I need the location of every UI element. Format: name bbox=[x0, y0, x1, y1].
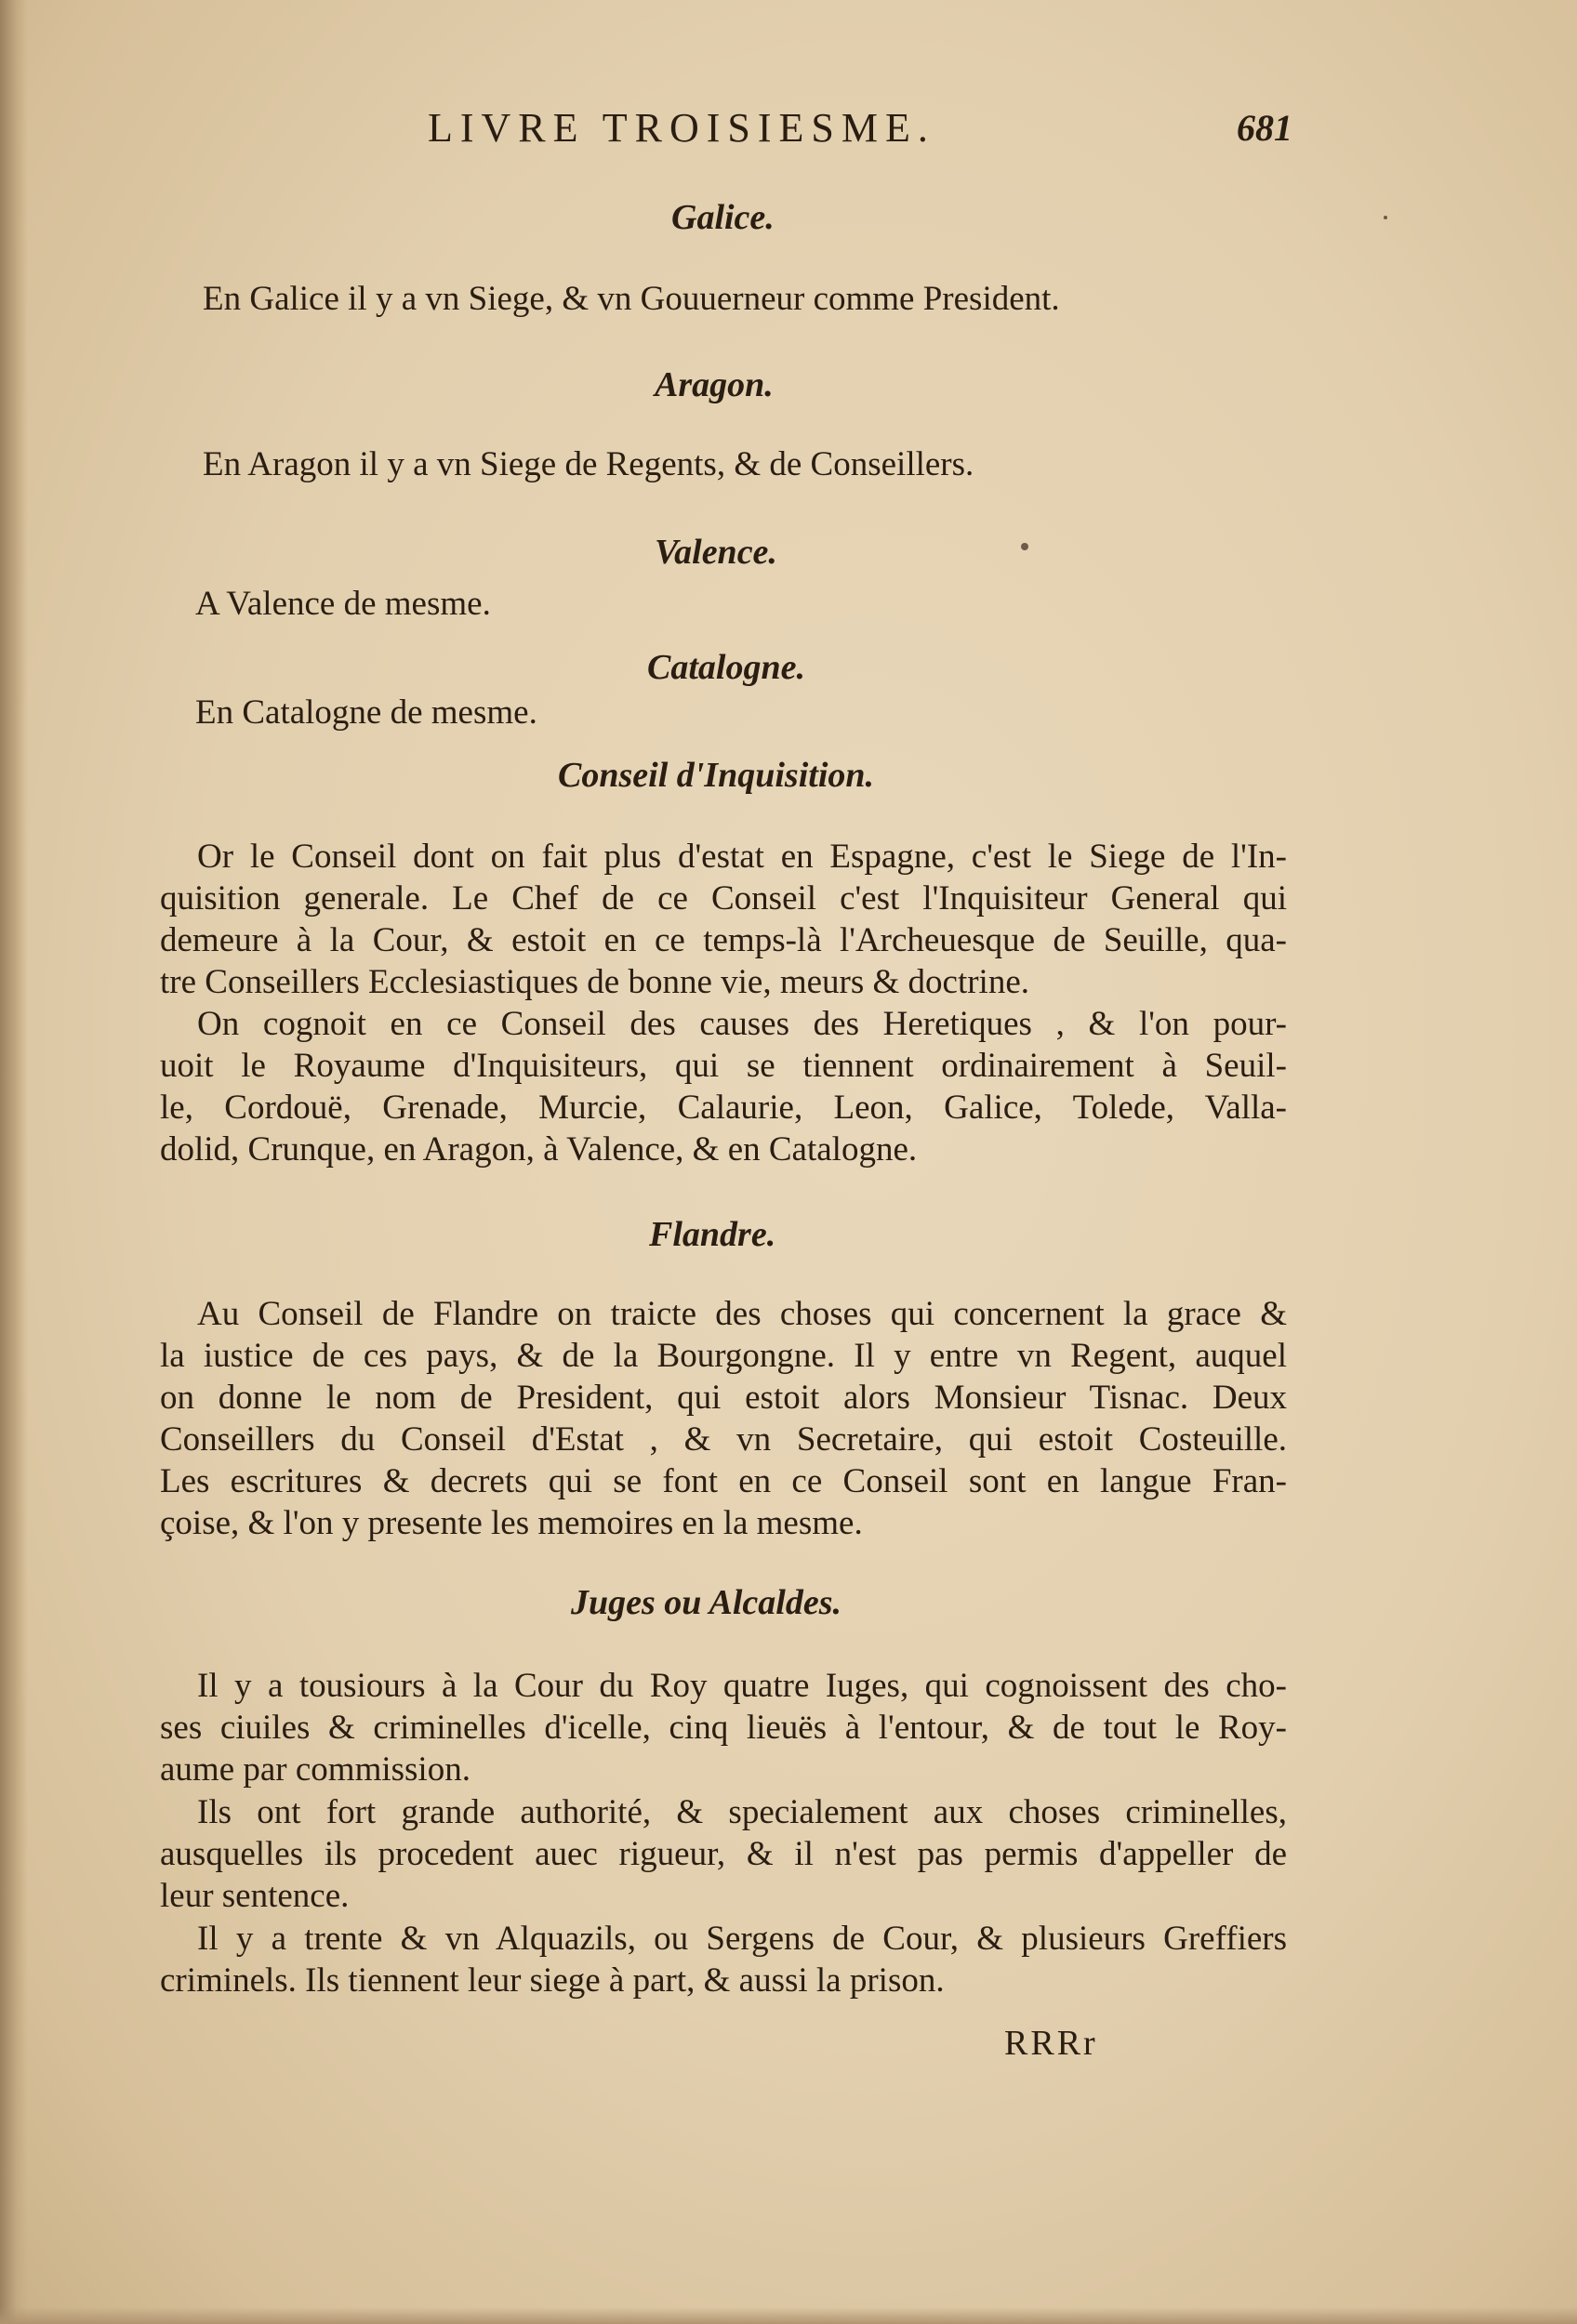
text-line: la iustice de ces pays, & de la Bourgongne. Il y entre vn Regent, auquel bbox=[160, 1337, 1287, 1375]
page-gutter-shadow bbox=[0, 0, 28, 2324]
heading-galice: Galice. bbox=[671, 198, 775, 237]
text-line: ausquelles ils procedent auec rigueur, & il n'est pas permis d'appeller de bbox=[160, 1835, 1287, 1873]
text-line: dolid, Crunque, en Aragon, à Valence, & en Catalogne. bbox=[160, 1130, 918, 1169]
heading-aragon: Aragon. bbox=[655, 365, 774, 404]
text-line: quisition generale. Le Chef de ce Conseil c'est l'Inquisiteur General qui bbox=[160, 879, 1287, 918]
paper-speck bbox=[1021, 543, 1028, 550]
text-line: çoise, & l'on y presente les memoires en la mesme. bbox=[160, 1504, 863, 1542]
text-line: Or le Conseil dont on fait plus d'estat en Espagne, c'est le Siege de l'In- bbox=[197, 838, 1287, 876]
text-line: Conseillers du Conseil d'Estat , & vn Secretaire, qui estoit Costeuille. bbox=[160, 1420, 1287, 1459]
signature-mark: RRRr bbox=[1004, 2024, 1098, 2063]
text-line: Il y a trente & vn Alquazils, ou Sergens de Cour, & plusieurs Greffiers bbox=[197, 1920, 1287, 1958]
text-line: leur sentence. bbox=[160, 1877, 350, 1915]
text-line: tre Conseillers Ecclesiastiques de bonne vie, meurs & doctrine. bbox=[160, 963, 1030, 1001]
text-line: A Valence de mesme. bbox=[195, 585, 491, 623]
text-line: Au Conseil de Flandre on traicte des choses qui concernent la grace & bbox=[197, 1295, 1287, 1333]
page-number: 681 bbox=[1237, 107, 1292, 149]
text-line: on donne le nom de President, qui estoit alors Monsieur Tisnac. Deux bbox=[160, 1379, 1287, 1417]
text-line: uoit le Royaume d'Inquisiteurs, qui se tiennent ordinairement à Seuil- bbox=[160, 1047, 1287, 1085]
paper-speck bbox=[1384, 216, 1387, 219]
text-line: criminels. Ils tiennent leur siege à part, & aussi la prison. bbox=[160, 1961, 945, 2000]
text-line: En Aragon il y a vn Siege de Regents, & de Conseillers. bbox=[203, 445, 974, 483]
text-line: Les escritures & decrets qui se font en ce Conseil sont en langue Fran- bbox=[160, 1462, 1287, 1500]
text-line: ses ciuiles & criminelles d'icelle, cinq lieuës à l'entour, & de tout le Roy- bbox=[160, 1709, 1287, 1747]
running-head: LIVRE TROISIESME. bbox=[428, 105, 935, 151]
text-line: En Catalogne de mesme. bbox=[195, 693, 537, 732]
heading-inquisition: Conseil d'Inquisition. bbox=[558, 756, 875, 795]
heading-valence: Valence. bbox=[655, 533, 777, 572]
text-line: En Galice il y a vn Siege, & vn Gouuerneur comme President. bbox=[203, 280, 1060, 318]
page-bottom-shadow bbox=[0, 2307, 1577, 2324]
text-line: Il y a tousiours à la Cour du Roy quatre Iuges, qui cognoissent des cho- bbox=[197, 1667, 1287, 1705]
heading-juges: Juges ou Alcaldes. bbox=[571, 1583, 842, 1622]
text-line: le, Cordouë, Grenade, Murcie, Calaurie, Leon, Galice, Tolede, Valla- bbox=[160, 1089, 1287, 1127]
text-line: aume par commission. bbox=[160, 1750, 470, 1789]
heading-catalogne: Catalogne. bbox=[647, 648, 805, 687]
heading-flandre: Flandre. bbox=[649, 1215, 776, 1254]
text-line: demeure à la Cour, & estoit en ce temps-là l'Archeuesque de Seuille, qua- bbox=[160, 921, 1287, 959]
text-line: Ils ont fort grande authorité, & specialement aux choses criminelles, bbox=[197, 1793, 1287, 1831]
text-line: On cognoit en ce Conseil des causes des Heretiques , & l'on pour- bbox=[197, 1005, 1287, 1043]
